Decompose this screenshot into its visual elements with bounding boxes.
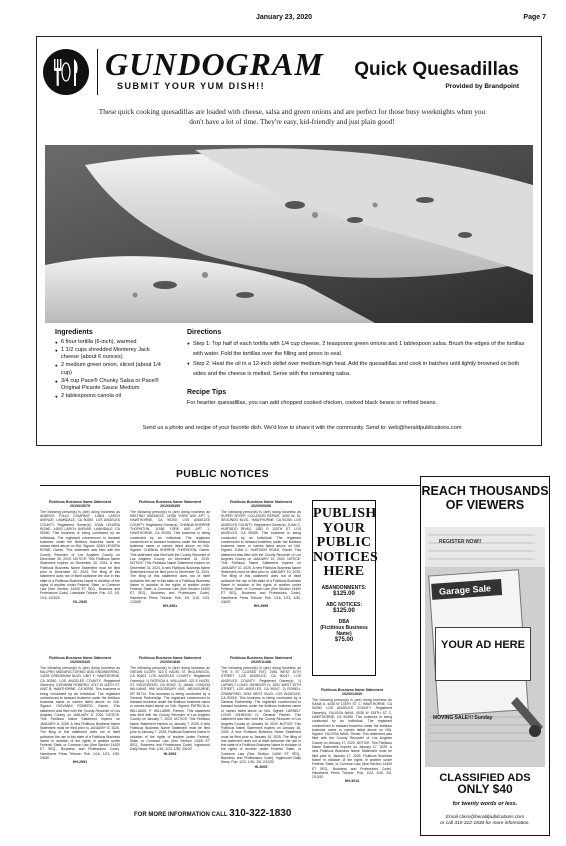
notice-body: The following person(s) is (are) doing business as NAMA 8, 4038 W 135TH ST C, HAWTHORNE, CA 90250. LOS ANGELES COUNTY. Registered Owner(s): YULISSA NAVA, 4038 W 135TH ST C, HAWTHORNE, CA 90250. This business is being conducted by an Individual. The registrant commenced to transact business under the fictitious business name or names listed above on N/A. Signed: YULISSA NAVA, Owner. This statement was filed with the County Recorder of Los Angeles County on January 17, 2020. NOTICE: This Fictitious Name Statement expires on January 17, 2025. A new Fictitious Business Name Statement must be filed prior to January 17, 2025. Fictitious Business Name in violation of the rights of another under Federal, State, or Common Law (See Section 14400 ET SEQ., Business and Professions Code). Hawthorne Press Tribune: Pub. 1/23, 1/30, 2/6, 2/13/20 <box>312 697 392 780</box>
notice-ref: HH-3013 <box>344 779 360 784</box>
notice-item <box>40 500 120 604</box>
notice-body: The following person(s) is (are) doing business as THE 5 ST CLOSED FIST, 2051 WEST 87TH STREET, LOS ANGELES, CA 90047. LOS ANGELES COUNTY. Registered Owner(s): 1) LARNELT LOUIS JOHNSON IV, 2051 WEST 87TH STREET, LOS ANGELES, CA 90047. 2) RONELL CRAWFORD, 2054 WEST BLVD, LOS ANGELES, CA 90016. This business is being conducted by a General Partnership. The registrant commenced to transact business under the fictitious business name or names listed above on N/A. Signed: LARNELT LOUIS JOHNSON IV, General Partner. This statement was filed with the County Recorder of Los Angeles County on January 16, 2020. NOTICE: This Fictitious Name Statement expires on January 16, 2025. A new Fictitious Business Name Statement must be filed prior to January 16, 2025. The filing of this statement does not of itself authorize the use in this state of a Fictitious Business Name in violation of the rights of another under Federal, State, or Common Law (See Section 14400 ET SEQ., Business and Professions Code). Inglewood Daily News: Pub. 1/23, 1/30, 2/6, 2/13/20 <box>221 665 301 765</box>
moving-sale-text: MOVING SALE!!! Sunday <box>433 715 493 721</box>
classified-ad-panel <box>420 476 550 836</box>
more-info-label: FOR MORE INFORMATION CALL <box>134 812 228 818</box>
ingredient-item: ● 3/4 cup Pace® Chunky Salsa or Pace® Original Picante Sauce Medium <box>55 378 167 393</box>
notice-heading: Fictitious Business Name Statement 2019335459 <box>138 500 202 509</box>
notice-heading: Fictitious Business Name Statement 2020014949 <box>320 688 384 697</box>
directions-block <box>187 329 527 379</box>
brand-tagline: SUBMIT YOUR YUM DISH!! <box>117 81 266 91</box>
abc-label: ABC NOTICES: <box>325 601 363 608</box>
register-now-text: REGISTER NOW!! <box>439 539 482 545</box>
gundogram-logo <box>43 46 324 99</box>
recipe-intro: These quick cooking quesadillas are loaded with cheese, salsa and green onions and are perfect for those busy weeknights when you don't have a lot of time. They're easy, kid-friendly and just plain good! <box>98 107 486 126</box>
notice-heading: Fictitious Business Name Statement 2020000698 <box>229 500 293 509</box>
notice-item <box>130 656 210 756</box>
notice-ref: HH-2991 <box>72 760 88 765</box>
ad-headline: REACH THOUSANDS OF VIEWERS <box>421 484 549 512</box>
ad-contact <box>421 815 549 827</box>
notice-heading: Fictitious Business Name Statement 2020011488 <box>229 656 293 665</box>
classified-heading <box>421 773 549 795</box>
notice-item <box>130 500 210 609</box>
recipe-credit: Provided by Brandpoint <box>445 83 519 90</box>
dba-price: $75.00 <box>334 636 354 643</box>
your-ad-here-box: YOUR AD HERE <box>435 627 531 681</box>
notice-body: The following person(s) is (are) doing business as OBTAIN GLORY, 322 E HAZEL ST, INGLEWOOD, CA 90302. LOS ANGELES COUNTY. Registered Owner(s): 1) PATRICIA A. WILLIAMS, 322 E HAZEL ST, INGLEWOOD, CA 90302. 2) JAMAL LONDON WILLIAMS, 955 WOODBURY AVE, MELBOURNE, MT 59714. This business is being conducted by a General Partnership. The registrant commenced to transact business under the fictitious business name or names listed above on N/A. Signed: PATRICIA A. WILLIAMS, P. WILLIAMS, Partner. This statement was filed with the County Recorder of Los Angeles County on January 7, 2020. NOTICE: This Fictitious Name Statement expires on January 7, 2025. A new Fictitious Business Name Statement must be filed prior to January 7, 2025. Fictitious Business Name in violation of the rights of another under Federal, State, or Common Law (See Section 14400 ET SEQ., Business and Professions Code). Inglewood Daily News: Pub. 1/16, 1/23, 1/30, 2/6/20 <box>130 665 210 752</box>
notice-body: The following person(s) is (are) doing business as SUPER SPORT COLLISION REPAIR, 3450 W. EL SEGUNDO BLVD., HAWTHORNE, CA 90250. LOS ANGELES COUNTY. Registered Owner(s): JUAN C. HURTADO RIVAS, 1382 E 120TH ST, LOS ANGELES, CA 90059. This business is being conducted by an Individual. The registrant commenced to transact business under the fictitious business name or names listed above on N/A. Signed: JUAN C. HURTADO RIVAS, Owner. This statement was filed with the County Recorder of Los Angeles County on JANUARY 10, 2020. NOTICE: This Fictitious Name Statement expires on JANUARY 10, 2025. A new Fictitious Business Name Statement must be filed prior to JANUARY 10, 2025. The filing of this statement does not of itself authorize the use in this state of a Fictitious Business Name in violation of the rights of another under Federal, State, or Common Law (See Section 14400 ET SEQ., Business and Professions Code). Hawthorne Press Tribune: Pub. 1/16, 1/23, 1/30, 2/6/20 <box>221 509 301 605</box>
utensils-icon <box>43 49 89 95</box>
recipe-title: Quick Quesadillas <box>354 59 519 80</box>
brand-title: GUNDOGRAM <box>105 46 324 82</box>
ingredients-list <box>55 339 167 400</box>
direction-step: ● Step 2: Heat the oil in a 12-inch skillet over medium-high heat. Add the quesadillas and cook in batches until lightly browned on both sides and the cheese is melted. Serve with the remaining salsa. <box>187 359 527 379</box>
notice-ref: HI-3005 <box>254 764 268 769</box>
section-divider <box>40 485 420 486</box>
abandonments-price: $125.00 <box>333 590 355 597</box>
ingredient-item: ● 1 1/2 cups shredded Monterey Jack cheese (about 6 ounces) <box>55 347 167 362</box>
ingredient-item: ● 2 medium green onion, sliced (about 1/4 cup) <box>55 362 167 377</box>
classified-price: ONLY $40 <box>457 782 513 796</box>
directions-heading: Directions <box>187 329 222 336</box>
ad-call-line: or call 310-322-1830 for more information. <box>440 821 530 826</box>
notice-ref: HL-2935 <box>73 600 87 605</box>
ingredient-item: ● 2 tablespoons canola oil <box>55 393 167 400</box>
notice-ref: HH-2999 <box>253 604 269 609</box>
notice-heading: Fictitious Business Name Statement 2019315679 <box>48 500 112 509</box>
publish-headline: PUBLISH YOUR PUBLIC NOTICES HERE <box>313 506 379 579</box>
notice-item <box>40 656 120 765</box>
notice-ref: HH-2981 <box>162 604 178 609</box>
more-info-phone: 310-322-1830 <box>229 808 292 819</box>
classified-label: CLASSIFIED ADS <box>439 772 531 784</box>
submission-line: Send us a photo and recipe of your favorite dish. We'd love to share it with the community. Send to: web@heraldpublications.com <box>142 425 462 431</box>
notice-ref: HI-2993 <box>163 751 177 756</box>
ingredients-block <box>55 329 167 401</box>
ad-email-line: Email class@heraldpublications.com <box>445 815 525 820</box>
notice-item <box>312 688 392 784</box>
abc-price: $125.00 <box>333 607 355 614</box>
direction-step: ● Step 1: Top half of each tortilla with 1/4 cup cheese, 2 teaspoons green onions and 1 tablespoon salsa. Brush the edges of the tortillas with water. Fold the tortillas over the filling and press to seal. <box>187 339 527 359</box>
logo-divider <box>97 49 98 95</box>
notice-body: The following person(s) is (are) doing business as ANDROS FOLIO COMPANY, 14503 LARCH AVENUE, LAWNDALE, CA 90260. LOS ANGELES COUNTY. Registered Owner(s): JOAN LENORA ROWE, 14503 LARCH AVENUE, LAWNDALE, CA 90260. This business is being conducted by an Individual. The registrant commenced to transact business under the fictitious business name or names listed above on N/A. Signed: JOAN LENORA ROWE, Owner. This statement was filed with the County Recorder of Los Angeles County on December 30, 2019. NOTICE: This Fictitious Name Statement expires on December 30, 2024. A new Fictitious Business Name Statement must be filed prior to December 30, 2024. The filing of this statement does not of itself authorize the use in this state of a Fictitious Business Name in violation of the rights of another under Federal, State, or Common Law (See Section 14400 ET SEQ., Business and Professions Code). Lawndale Tribune: Pub. 1/2, 1/9, 1/16, 1/23/20 <box>40 509 120 600</box>
quesadilla-photo <box>45 145 533 323</box>
notice-heading: Fictitious Business Name Statement 2020005445 <box>48 656 112 665</box>
abandonments-label: ABANDONMENTS: <box>321 584 367 591</box>
notice-item <box>221 656 301 769</box>
tips-text: For heartier quesadillas, you can add chopped cooked chicken, cooked black beans or refried beans. <box>187 400 438 406</box>
recipe-section <box>36 36 542 446</box>
public-notices-title: PUBLIC NOTICES <box>176 468 269 480</box>
issue-date: January 23, 2020 <box>256 14 313 21</box>
page-number: Page 7 <box>523 14 546 21</box>
notice-heading: Fictitious Business Name Statement 2020001848 <box>138 656 202 665</box>
publish-notices-box <box>312 500 379 676</box>
ingredient-item: ● 6 flour tortilla (6-inch), warmed <box>55 339 167 346</box>
garage-sale-text: Garage Sale <box>438 583 492 597</box>
word-limit-text: for twenty words or less. <box>452 801 518 807</box>
directions-list <box>187 339 527 379</box>
ingredients-heading: Ingredients <box>55 329 93 336</box>
tips-heading: Recipe Tips <box>187 389 227 396</box>
notice-item <box>221 500 301 609</box>
more-info-line <box>134 808 291 819</box>
page-header <box>0 12 566 26</box>
dba-label: DBA <box>338 618 350 625</box>
dba-sub: (Fictitious Business Name) <box>320 624 368 637</box>
notice-body: The following person(s) is (are) doing business as MELTINO MADNESS, 11936 YORK AVE APT 1, HAWTHORNE, CA 90250. LOS ANGELES COUNTY. Registered Owner(s): CHANNA SHERRIE THORNTON, 11936 YORK AVE APT 1, HAWTHORNE, CA 90250. This business is being conducted by an Individual. The registrant commenced to transact business under the fictitious business name or names listed above on N/A. Signed: CHANNA SHERRIE THORNTON, Owner. This statement was filed with the County Recorder of Los Angeles County on December 31, 2019. NOTICE: This Fictitious Name Statement expires on December 31, 2024. A new Fictitious Business Name Statement must be filed prior to December 31, 2024. The filing of this statement does not of itself authorize the use in this state of a Fictitious Business Name in violation of the rights of another under Federal, State, or Common Law (See Section 14400 ET SEQ., Business and Professions Code). Hawthorne Press Tribune: Pub. 1/9, 1/16, 1/23, 1/30/20 <box>130 509 210 605</box>
notice-body: The following person(s) is (are) doing business as MILLPRO MANUFACTURING AND ENGINEERING, 14225 CRENSHAW BLVD, UNIT F, HAWTHORNE, CA 90250. LOS ANGELES COUNTY. Registered Owner(s): GIOVANNI ROMERO, 4747 W 118TH ST, UNIT B, HAWTHORNE, CA 90250. This business is being conducted by an Individual. The registrant commenced to transact business under the fictitious business name or names listed above on N/A. Signed: GIOVANNI ROMERO, Owner. This statement was filed with the County Recorder of Los Angeles County on JANUARY 8, 2020. NOTICE: This Fictitious Name Statement expires on JANUARY 8, 2025. A new Fictitious Business Name Statement must be filed prior to JANUARY 8, 2025. The filing of this statement does not of itself authorize the use in this state of a Fictitious Business Name in violation of the rights of another under Federal, State, or Common Law (See Section 14400 ET SEQ., Business and Professions Code). Hawthorne Press Tribune: Pub. 1/16, 1/23, 1/30, 2/6/20 <box>40 665 120 761</box>
